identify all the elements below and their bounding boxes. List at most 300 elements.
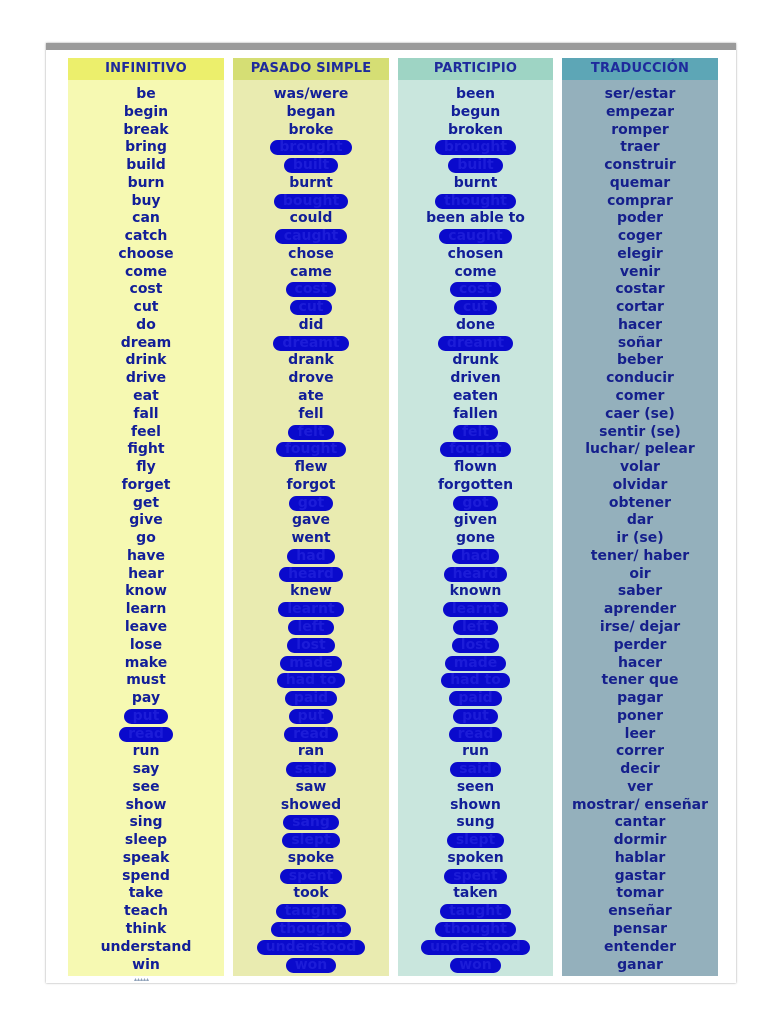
verb-text: hacer (617, 654, 663, 671)
verb-text: been (456, 86, 495, 102)
list-item (233, 424, 389, 442)
list-item (398, 850, 553, 868)
list-item (398, 335, 553, 353)
verb-text: empezar (605, 103, 675, 120)
verb-text: thought (271, 922, 352, 937)
verb-text: saber (617, 583, 663, 600)
list-item (68, 548, 224, 566)
verb-text: give (129, 512, 163, 529)
list-item (562, 86, 718, 104)
verb-text: sang (283, 815, 339, 830)
verb-text: leer (624, 725, 656, 742)
list-item (398, 566, 553, 584)
verb-text: lost (452, 638, 499, 653)
list-item (233, 246, 389, 264)
verb-text: cost (129, 281, 163, 298)
verb-text: get (132, 494, 160, 511)
verb-text: spent (280, 869, 343, 884)
verb-text: fight (127, 441, 165, 458)
list-item (562, 157, 718, 175)
list-item (562, 672, 718, 690)
verb-text: dreamt (273, 336, 348, 351)
list-item (562, 868, 718, 886)
verb-text: gastar (614, 867, 666, 884)
verb-text: sentir (se) (599, 423, 681, 440)
verb-text: showed (280, 796, 342, 813)
verb-text: won (286, 958, 337, 973)
list-item (233, 637, 389, 655)
verb-text: slept (447, 833, 504, 848)
verb-text: elegir (617, 245, 663, 262)
verb-text: known (449, 583, 502, 600)
verb-text: heard (279, 567, 343, 582)
list-item (398, 726, 553, 744)
verb-text: beber (617, 352, 663, 369)
verb-text: made (280, 656, 342, 671)
list-item (233, 459, 389, 477)
list-item (562, 335, 718, 353)
list-item (233, 903, 389, 921)
list-item (562, 477, 718, 495)
list-item (233, 583, 389, 601)
verb-text: felt (288, 425, 333, 440)
verb-text: been able to (426, 210, 525, 227)
list-item (562, 406, 718, 424)
verb-text: fought (276, 442, 346, 457)
list-item (68, 743, 224, 761)
list-item (398, 139, 553, 157)
verb-text: fall (133, 405, 159, 422)
verb-text: gave (291, 512, 331, 529)
verb-text: won (450, 958, 501, 973)
list-item (398, 832, 553, 850)
list-item (398, 761, 553, 779)
verb-text: chose (288, 245, 334, 262)
verb-text: paid (285, 691, 337, 706)
list-item (562, 779, 718, 797)
verb-text: must (126, 672, 166, 689)
list-item (398, 530, 553, 548)
list-item (398, 619, 553, 637)
list-item (398, 370, 553, 388)
list-item (398, 512, 553, 530)
verb-text: said (450, 762, 501, 777)
verb-text: make (124, 654, 168, 671)
list-item (562, 690, 718, 708)
list-item (398, 637, 553, 655)
list-item (562, 708, 718, 726)
list-item (68, 388, 224, 406)
verb-text: drank (288, 352, 334, 369)
list-item (398, 281, 553, 299)
column-infinitivo (68, 58, 224, 976)
list-item (68, 264, 224, 282)
verb-text: romper (611, 121, 669, 138)
verb-text: went (291, 530, 331, 547)
verb-text: cortar (616, 299, 664, 316)
verb-text: ate (298, 388, 324, 405)
verb-text: poner (616, 707, 663, 724)
verb-text: caught (275, 229, 347, 244)
verb-text: spend (122, 867, 170, 884)
list-item (233, 548, 389, 566)
list-item (233, 335, 389, 353)
verb-text: go (136, 530, 156, 547)
list-item (68, 957, 224, 975)
list-item (562, 566, 718, 584)
verb-text: broken (448, 121, 503, 138)
verb-text: pagar (617, 690, 663, 707)
list-item (233, 370, 389, 388)
verb-text: made (445, 656, 507, 671)
list-item (233, 690, 389, 708)
list-item (68, 566, 224, 584)
verb-text: construir (604, 157, 676, 174)
list-item (398, 210, 553, 228)
list-item (562, 797, 718, 815)
list-item (398, 317, 553, 335)
verb-text: obtener (608, 494, 672, 511)
verb-text: had to (277, 673, 346, 688)
verb-text: had to (441, 673, 510, 688)
verb-text: felt (453, 425, 498, 440)
list-item (233, 139, 389, 157)
verb-text: was/were (273, 86, 349, 102)
list-item (68, 637, 224, 655)
list-item (68, 139, 224, 157)
verb-text: left (453, 620, 498, 635)
list-item (398, 957, 553, 975)
list-item (562, 885, 718, 903)
verb-text: understand (100, 938, 192, 955)
verb-text: burnt (453, 174, 498, 191)
list-item (398, 868, 553, 886)
list-item (398, 86, 553, 104)
list-item (562, 957, 718, 975)
list-item (398, 885, 553, 903)
list-item (562, 921, 718, 939)
list-item (562, 583, 718, 601)
verb-text: have (126, 547, 166, 564)
verb-text: buy (131, 192, 161, 209)
verb-text: conducir (606, 370, 674, 387)
list-item (68, 370, 224, 388)
list-item (68, 903, 224, 921)
list-item (233, 175, 389, 193)
list-item (233, 814, 389, 832)
verb-text: perder (613, 636, 667, 653)
verb-text: lose (129, 636, 163, 653)
list-item (398, 441, 553, 459)
list-item (68, 761, 224, 779)
verb-text: could (289, 210, 333, 227)
verb-text: slept (282, 833, 339, 848)
header-infinitivo: INFINITIVO (68, 58, 224, 80)
verb-text: read (284, 727, 338, 742)
list-item (233, 406, 389, 424)
list-item (233, 708, 389, 726)
list-item (562, 726, 718, 744)
verb-text: paid (449, 691, 501, 706)
list-item (68, 157, 224, 175)
verb-text: teach (124, 903, 168, 920)
list-item (233, 655, 389, 673)
list-item (233, 726, 389, 744)
list-item (233, 317, 389, 335)
list-item (398, 939, 553, 957)
verb-text: think (125, 920, 167, 937)
verb-text: luchar/ pelear (585, 441, 695, 458)
list-pasado-simple (233, 80, 389, 974)
list-item (562, 761, 718, 779)
list-item (233, 601, 389, 619)
list-item (68, 708, 224, 726)
verb-text: cut (133, 299, 159, 316)
verb-text: tener/ haber (590, 547, 690, 564)
verb-text: took (293, 885, 329, 902)
list-item (233, 122, 389, 140)
list-item (562, 495, 718, 513)
list-item (68, 885, 224, 903)
verb-text: cantar (614, 814, 666, 831)
list-item (68, 122, 224, 140)
verb-text: enseñar (608, 903, 672, 920)
verb-text: knew (290, 583, 332, 600)
verb-text: chosen (447, 245, 504, 262)
list-item (562, 530, 718, 548)
verb-text: leave (124, 618, 168, 635)
verb-text: lost (287, 638, 334, 653)
verb-text: eaten (452, 388, 499, 405)
list-item (68, 850, 224, 868)
list-item (562, 814, 718, 832)
list-item (562, 388, 718, 406)
verb-text: know (125, 583, 167, 600)
verb-text: dreamt (438, 336, 513, 351)
list-item (398, 406, 553, 424)
list-item (562, 175, 718, 193)
verb-text: built (448, 158, 502, 173)
verb-text: ver (627, 778, 653, 795)
verb-text: hablar (614, 849, 666, 866)
list-item (398, 157, 553, 175)
list-item (562, 370, 718, 388)
list-item (68, 601, 224, 619)
verb-text: ganar (617, 956, 663, 973)
verb-text: see (132, 778, 160, 795)
list-item (68, 246, 224, 264)
verb-text: seen (456, 778, 495, 795)
list-item (68, 939, 224, 957)
list-item (68, 512, 224, 530)
list-item (398, 583, 553, 601)
list-item (233, 388, 389, 406)
verb-text: irse/ dejar (599, 618, 681, 635)
list-item (233, 672, 389, 690)
column-traduccion (562, 58, 718, 976)
list-item (233, 157, 389, 175)
verb-text: hear (128, 565, 164, 582)
list-item (398, 708, 553, 726)
list-item (398, 424, 553, 442)
verb-text: cut (454, 300, 497, 315)
verb-text: run (132, 743, 160, 760)
list-item (562, 548, 718, 566)
verb-text: began (286, 103, 336, 120)
list-item (233, 530, 389, 548)
verb-text: had (287, 549, 334, 564)
verb-text: flew (294, 459, 328, 476)
list-item (398, 779, 553, 797)
verb-text: fallen (453, 405, 498, 422)
list-item (562, 424, 718, 442)
list-item (398, 477, 553, 495)
list-item (562, 441, 718, 459)
list-item (562, 104, 718, 122)
verb-text: eat (133, 388, 159, 405)
list-infinitivo (68, 80, 224, 974)
list-item (68, 299, 224, 317)
verb-text: do (136, 316, 156, 333)
verb-text: can (132, 210, 160, 227)
verb-table-sheet (46, 43, 736, 983)
verb-text: learnt (443, 602, 508, 617)
verb-text: brought (270, 140, 351, 155)
verb-text: burn (127, 174, 165, 191)
list-item (398, 672, 553, 690)
list-item (398, 495, 553, 513)
verb-text: forgotten (437, 476, 514, 493)
list-item (398, 228, 553, 246)
verb-text: understood (421, 940, 530, 955)
list-item (398, 903, 553, 921)
list-item (68, 459, 224, 477)
list-item (562, 637, 718, 655)
verb-text: feel (131, 423, 161, 440)
list-item (562, 939, 718, 957)
list-item (562, 317, 718, 335)
logo-mark: ▴▴▴▴▴ (134, 976, 150, 983)
list-item (562, 139, 718, 157)
verb-text: correr (615, 743, 665, 760)
verb-text: ran (297, 743, 325, 760)
verb-text: read (449, 727, 503, 742)
list-item (398, 655, 553, 673)
verb-text: left (288, 620, 333, 635)
verb-text: dream (120, 334, 172, 351)
verb-text: be (136, 86, 156, 102)
verb-text: said (286, 762, 337, 777)
list-item (233, 743, 389, 761)
list-item (398, 459, 553, 477)
verb-text: speak (122, 849, 170, 866)
list-item (562, 228, 718, 246)
list-item (68, 583, 224, 601)
verb-text: flown (454, 459, 497, 476)
list-item (68, 690, 224, 708)
verb-text: forgot (286, 476, 336, 493)
list-item (562, 246, 718, 264)
verb-text: bought (274, 194, 348, 209)
list-item (68, 193, 224, 211)
list-item (68, 441, 224, 459)
verb-text: soñar (617, 334, 663, 351)
list-item (233, 477, 389, 495)
verb-text: dar (626, 512, 654, 529)
list-item (398, 175, 553, 193)
list-item (68, 797, 224, 815)
header-participio: PARTICIPIO (398, 58, 553, 80)
verb-text: done (455, 316, 496, 333)
verb-text: mostrar/ enseñar (571, 796, 709, 813)
verb-text: decir (620, 761, 660, 778)
verb-text: spoke (287, 849, 335, 866)
verb-text: broke (288, 121, 334, 138)
verb-text: sing (129, 814, 163, 831)
verb-text: say (132, 761, 160, 778)
verb-text: win (132, 956, 160, 973)
verb-text: taught (440, 904, 511, 919)
verb-text: bring (125, 139, 167, 156)
list-item (233, 868, 389, 886)
list-item (233, 228, 389, 246)
list-item (68, 424, 224, 442)
list-item (68, 406, 224, 424)
list-item (398, 601, 553, 619)
list-item (562, 459, 718, 477)
verb-text: begin (123, 103, 169, 120)
verb-text: show (125, 796, 167, 813)
verb-text: catch (124, 228, 168, 245)
verb-text: run (462, 743, 489, 760)
list-item (68, 814, 224, 832)
list-item (562, 619, 718, 637)
verb-text: put (453, 709, 498, 724)
list-item (398, 264, 553, 282)
list-item (562, 193, 718, 211)
list-item (398, 388, 553, 406)
verb-text: thought (435, 922, 516, 937)
list-item (68, 175, 224, 193)
list-item (233, 193, 389, 211)
list-item (398, 814, 553, 832)
list-item (562, 512, 718, 530)
list-item (398, 246, 553, 264)
verb-text: come (454, 263, 497, 280)
verb-text: thought (435, 194, 516, 209)
verb-text: drunk (452, 352, 499, 369)
column-participio (398, 58, 553, 976)
list-item (68, 495, 224, 513)
list-item (398, 797, 553, 815)
verb-text: cut (290, 300, 333, 315)
list-item (398, 122, 553, 140)
verb-text: taken (453, 885, 498, 902)
list-item (68, 779, 224, 797)
verb-text: forget (121, 476, 171, 493)
verb-text: come (125, 263, 167, 280)
verb-text: brought (435, 140, 516, 155)
verb-text: put (289, 709, 334, 724)
verb-text: sung (456, 814, 495, 831)
list-item (68, 726, 224, 744)
list-item (68, 86, 224, 104)
list-item (68, 317, 224, 335)
list-item (398, 352, 553, 370)
list-item (562, 210, 718, 228)
list-item (233, 779, 389, 797)
list-item (562, 352, 718, 370)
